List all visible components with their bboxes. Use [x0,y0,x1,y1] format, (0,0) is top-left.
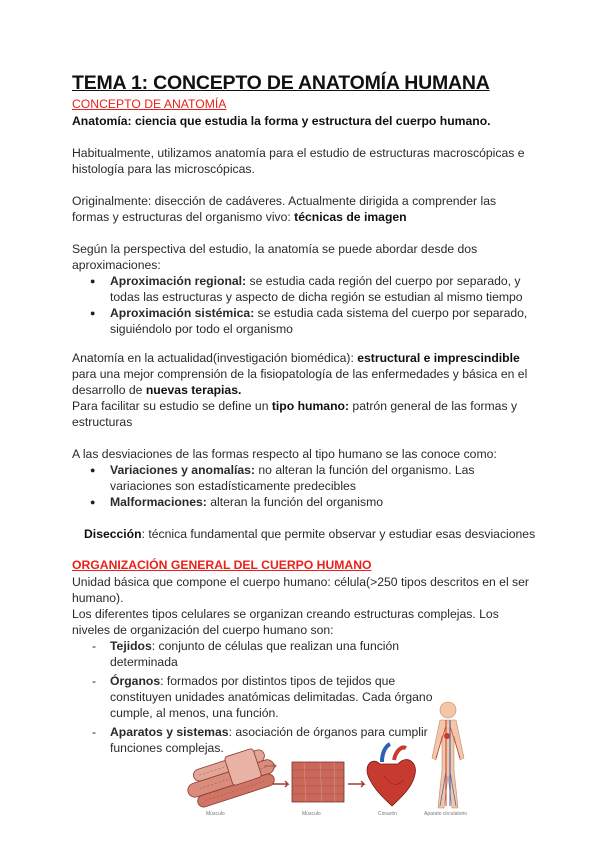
paragraph-perspectiva: Según la perspectiva del estudio, la anatomía se puede abordar desde dos aproximaciones: [72,242,478,272]
deviation-label: Malformaciones: [110,495,207,509]
paragraph-niveles: Los diferentes tipos celulares se organizan creando estructuras complejas. Los niveles de organización del cuerpo humano son: [72,607,499,637]
actualidad-text-a: Anatomía en la actualidad(investigación biomédica): [72,351,358,365]
originalmente-text: Originalmente: disección de cadáveres. Actualmente dirigida a comprender las formas y estructuras del organismo vivo: [72,194,497,224]
paragraph-tipo-humano [72,398,532,430]
caption-circulatory-system: Aparato circulatorio [424,811,468,817]
actualidad-bold-d: nuevas terapias. [145,383,242,397]
circulatory-system-figure [432,702,464,808]
caption-muscle-tissue: Músculo [302,811,321,817]
deviation-label: Variaciones y anomalías: [110,463,255,477]
list-item [84,273,532,305]
paragraph-habitualmente: Habitualmente, utilizamos anatomía para el estudio de estructuras macroscópicas e histología para las microscópicas. [72,146,525,176]
heart-illustration [367,744,415,806]
approach-label: Aproximación regional: [110,274,247,288]
muscle-fiber-illustration [184,746,280,810]
page-title: TEMA 1: CONCEPTO DE ANATOMÍA HUMANA [72,72,490,94]
section-heading-concepto: CONCEPTO DE ANATOMÍA [72,97,227,111]
approach-label: Aproximación sistémica: [110,306,255,320]
list-item [84,462,532,494]
approach-text: se estudia cada región del cuerpo por separado, y todas las estructuras y aspecto de dicha región se estudian al mismo tiempo [110,274,523,304]
anatomy-definition [72,113,532,129]
arrow-icon [348,781,364,787]
caption-muscle: Músculo [206,811,225,817]
list-item [84,638,444,670]
actualidad-bold-b: estructural e imprescindible [357,351,520,365]
section-heading-organizacion: ORGANIZACIÓN GENERAL DEL CUERPO HUMANO [72,558,372,572]
paragraph-diseccion [84,526,544,542]
diseccion-text: : técnica fundamental que permite observar y estudiar esas desviaciones [141,527,536,541]
level-label: Tejidos [110,639,152,653]
deviations-list [84,462,532,510]
level-text: : formados por distintos tipos de tejidos que constituyen unidades anatómicas delimitadas. Cada órgano cumple, al menos, una función. [110,674,433,720]
level-text: : asociación de órganos para cumplir funciones complejas. [110,725,428,755]
deviation-text: alteran la función del organismo [206,495,384,509]
paragraph-actualidad [72,350,532,398]
imaging-techniques-text: técnicas de imagen [294,210,407,224]
approach-text: se estudia cada sistema del cuerpo por separado, siguiéndolo por todo el organismo [110,306,528,336]
organization-levels-illustration [184,696,484,818]
paragraph-unidad-basica: Unidad básica que compone el cuerpo humano: célula(>250 tipos descritos en el ser humano). [72,575,529,605]
list-item [84,494,532,510]
list-item [84,305,532,337]
diseccion-label: Disección [84,527,142,541]
paragraph-originalmente [72,193,532,225]
definition-text: Anatomía: ciencia que estudia la forma y estructura del cuerpo humano. [72,114,491,128]
caption-heart: Corazón [378,811,397,817]
level-label: Órganos [110,674,161,688]
level-text: : conjunto de células que realizan una función determinada [110,639,400,669]
deviation-text: no alteran la función del organismo. Las variaciones son estadísticamente predecibles [110,463,475,493]
actualidad-text-c: para una mejor comprensión de la fisiopatología de las enfermedades y básica en el desarrollo de [72,367,528,397]
paragraph-desviaciones: A las desviaciones de las formas respecto al tipo humano se las conoce como: [72,447,497,461]
tipo-humano-bold: tipo humano: [271,399,350,413]
muscle-tissue-illustration [292,762,344,802]
approaches-list [84,273,532,337]
tipo-humano-text-a: Para facilitar su estudio se define un [72,399,272,413]
tipo-humano-text-c: patrón general de las formas y estructuras [72,399,518,429]
level-label: Aparatos y sistemas [110,725,229,739]
